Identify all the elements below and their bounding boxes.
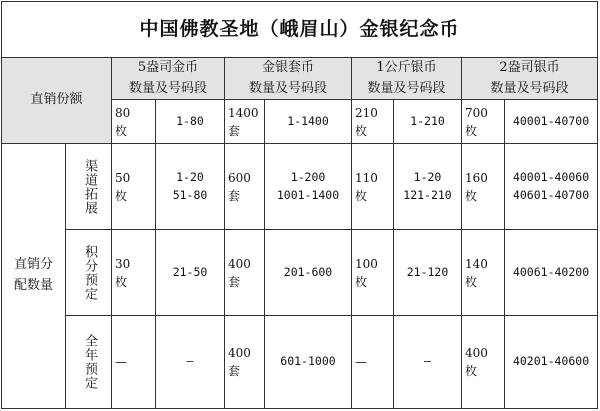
channel-range: 40061-40200: [505, 230, 598, 316]
channel-count: 400 套: [225, 230, 265, 316]
channel-range: 601-1000: [265, 316, 352, 409]
channel-count: 400 枚: [462, 316, 505, 409]
channel-row: [2, 316, 598, 409]
channel-label: 全年预定: [66, 316, 112, 409]
channel-range: 21-50: [156, 230, 225, 316]
row-label-distribution: 直销分 配数量: [2, 144, 66, 409]
col-header-name: 2盎司银币: [499, 60, 560, 76]
channel-range: —: [156, 316, 225, 409]
channel-count: 160 枚: [462, 144, 505, 230]
channel-range: 21-120: [394, 230, 462, 316]
channel-count: 50 枚: [112, 144, 156, 230]
col-header-name: 1公斤银币: [376, 60, 437, 76]
channel-range: 40001-40060 40601-40700: [505, 144, 598, 230]
channel-range: 1-20 51-80: [156, 144, 225, 230]
commemorative-coin-table: [1, 1, 598, 409]
channel-count: 600 套: [225, 144, 265, 230]
channel-range: 1-20 121-210: [394, 144, 462, 230]
col-header-silver-1kg: [352, 58, 462, 100]
channel-range: 201-600: [265, 230, 352, 316]
total-count: 210 枚: [352, 100, 394, 144]
total-count: 80 枚: [112, 100, 156, 144]
channel-count: —: [112, 316, 156, 409]
col-header-sub: 数量及号码段: [128, 80, 207, 96]
channel-count: —: [352, 316, 394, 409]
col-header-name: 5盎司金币: [137, 60, 199, 76]
total-count: 700 枚: [462, 100, 505, 144]
channel-range: —: [394, 316, 462, 409]
channel-count: 140 枚: [462, 230, 505, 316]
col-header-sub: 数量及号码段: [490, 80, 569, 96]
channel-range: 40201-40600: [505, 316, 598, 409]
channel-count: 30 枚: [112, 230, 156, 316]
total-range: 1-80: [156, 100, 225, 144]
channel-label: 渠道拓展: [66, 144, 112, 230]
channel-count: 110 枚: [352, 144, 394, 230]
total-range: 40001-40700: [505, 100, 598, 144]
row-label-direct-share: 直销份额: [2, 58, 112, 144]
channel-count: 400 套: [225, 316, 265, 409]
col-header-gold-5oz: [112, 58, 225, 100]
col-header-sub: 数量及号码段: [367, 80, 446, 96]
col-header-sub: 数量及号码段: [248, 80, 327, 96]
title-row: [2, 2, 598, 58]
col-header-gold-silver-set: [225, 58, 352, 100]
total-count: 1400 套: [225, 100, 265, 144]
channel-row: [2, 230, 598, 316]
header-row: [2, 58, 598, 100]
col-header-name: 金银套币: [261, 60, 314, 76]
channel-row: [2, 144, 598, 230]
channel-range: 1-200 1001-1400: [265, 144, 352, 230]
col-header-silver-2oz: [462, 58, 598, 100]
total-range: 1-1400: [265, 100, 352, 144]
channel-label: 积分预定: [66, 230, 112, 316]
table-title: 中国佛教圣地（峨眉山）金银纪念币: [2, 2, 598, 58]
channel-count: 100 枚: [352, 230, 394, 316]
total-range: 1-210: [394, 100, 462, 144]
